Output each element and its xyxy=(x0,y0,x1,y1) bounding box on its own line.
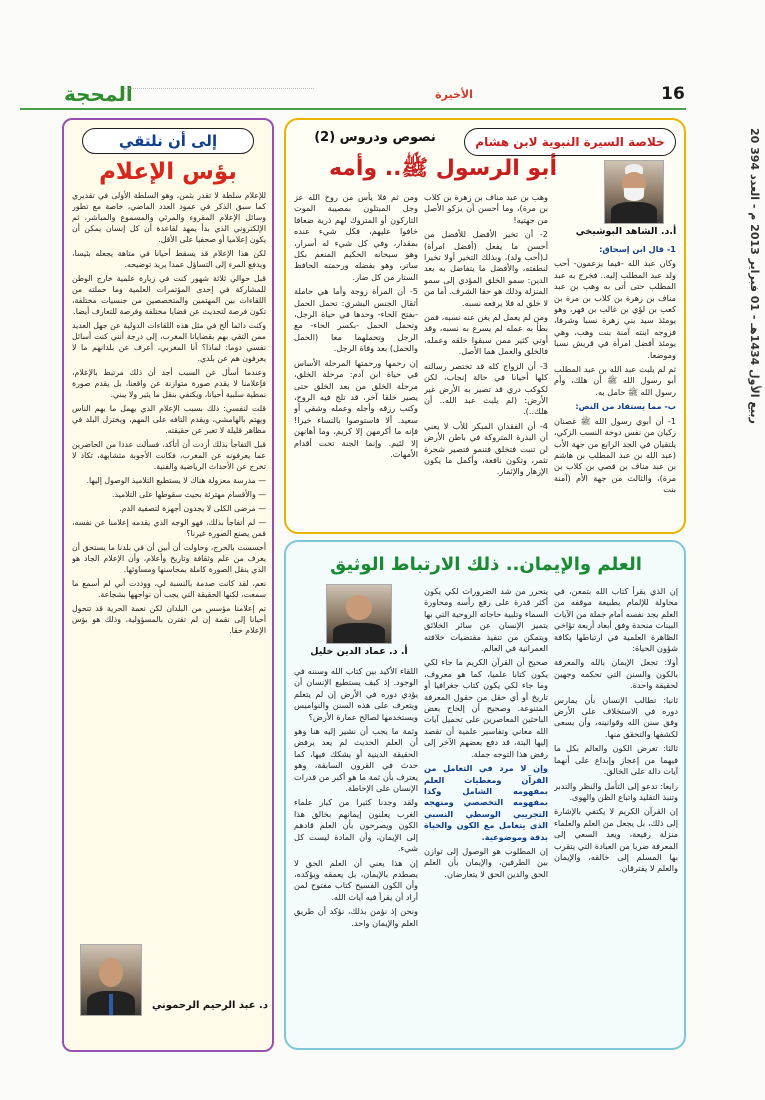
article-paragraph: ب- مما يستفاد من النص: xyxy=(575,401,676,412)
article-paragraph: أولا: تجعل الإيمان بالله والمعرفة بالكون والسنن التي تحكمه وجهين لحقيقة واحدة. xyxy=(554,657,678,691)
page-header xyxy=(20,84,686,110)
column-paragraph: — مرضى الكلى لا يجدون أجهزة لتصفية الدم. xyxy=(119,504,266,513)
article-paragraph: إن المطلوب هو الوصول إلى توازن بين الطرفين، والإيمان بأن العلم الحق والدين الحق لا يتعارضان. xyxy=(424,845,548,879)
science-col-right xyxy=(554,586,678,1042)
article-paragraph: صحيح أن القرآن الكريم ما جاء لكي يكون كتابا علميا، كما هو معروف، وما جاء لكي يكون كتاب جغرافيا أو تاريخ أو أي حقل من حقول المعرفة المتنوعة. وصحيح أن إلحاح بعض الباحثين المعاصرين على تحميل آيات الله معاني وتفاسير علمية أن تقصد إليها البتة، قد دفع بعضهم الآخر إلى رفض هذا التوجه جملة. xyxy=(424,657,548,759)
column-paragraph: تم إعلامنا مؤسس من البلدان لكن نعمة الحرية قد تتحول أحيانا إلى نقمة إن لم تقترن بالمسؤولية، وذلك هو بؤس الإعلام حقا. xyxy=(72,604,266,635)
article-paragraph: اللقاء الأكيد بين كتاب الله وسننه في الوجود. إذ كيف يستطيع الإنسان أن يؤدي دوره في الأرض إن لم يتعلم ويتعرف على هذه السنن والنواميس ويستخدمها لصالح عمارة الأرض؟ xyxy=(294,666,418,722)
article-paragraph: 1- قال ابن إسحاق: xyxy=(599,244,676,254)
column-paragraph: قلت لنفسي: ذلك بسبب الإعلام الذي يهمل ما يهم الناس ويهتم بالهامشي، ويقدم التافه على المهم، ويختزل البلد في مظاهر قليلة لا تعبر عن حقيقته. xyxy=(72,404,266,435)
article-headline: أبو الرسول ﷺ.. وأمه xyxy=(328,156,558,181)
column-headline: بؤس الإعلام xyxy=(99,159,237,185)
article-paragraph: ولقد وجدنا كثيرا من كبار علماء الغرب يعلنون إيمانهم بخالق هذا الكون ويصرحون بأن العلم قادهم إلى الإيمان، وأن المادة ليست كل شيء. xyxy=(294,797,418,854)
author-photo-rahmouni xyxy=(80,944,142,1016)
author-photo-bouchikhi xyxy=(604,160,664,224)
article-col-left xyxy=(294,192,418,528)
column-paragraph: — لم أتفاجأ بذلك، فهو الوجه الذي يقدمه إعلامنا عن نفسه، فمن يصنع الصورة غيرنا؟ xyxy=(72,518,266,538)
article-paragraph: إن القرآن الكريم لا يكتفي بالإشارة إلى ذلك، بل يجعل من العلم والعلماء منزلة رفيعة، ويعد السعي إلى المعرفة ضربا من العبادة التي يتقرب بها المسلم إلى خالقه، والإيمان والعلم لا يفترقان. xyxy=(554,806,678,874)
column-paragraph: قبل حوالي ثلاثة شهور كنت في زيارة علمية خارج الوطن للمشاركة في إحدى المؤتمرات العلمية وما حملته من اللقاءات بين المهتمين والمتخصصين من جنسيات مختلفة، تكون فرصة لتحديث عن قضايا مختلفة وفرصة للتعارف أيضا. xyxy=(72,274,266,316)
article-paragraph: ونحن إذ نؤمن بذلك، نؤكد أن طريق العلم والإيمان واحد. xyxy=(294,906,418,928)
article-paragraph: ومن ثم فلا يأس من روح الله عز وجل المبتلون بمصيبة الموت التاركون أو المتروك لهم ذرية ضعافا خافوا عليهم، فكل شيء عنده بمقدار، وفي كل شيء له أسرار، وهو سبحانه الحكيم المنعم بكل ساتر، وهو بفضله ورحمته الحافظ الستار من كل ضار. xyxy=(294,192,418,282)
article-paragraph: رابعا: تدعو إلى التأمل والنظر والتدبر وتنبذ التقليد واتباع الظن والهوى. xyxy=(554,780,678,802)
article-paragraph: ومن لم يعمل لم يغن عنه نسبه، فمن بطأ به عمله لم يسرع به نسبه، وقد أوتي كثير ممن سبقوا خلقه وعمله، فالخلق والعمل هما الأصل. xyxy=(424,312,548,357)
article-paragraph: 5- أن المرأة زوجة وأما هي حاملة أثقال الجنس البشري: تحمل الحمل -بفتح الحاء- وحدها في حياة الرجل، وتحمل الحمل -بكسر الحاء- مع الرجل وتحملهما معا (الحمل والحمل) بعد وفاة الرجل. xyxy=(294,286,418,354)
article-headline-science: العلم والإيمان.. ذلك الارتباط الوثيق xyxy=(330,554,642,575)
article-box-title: خلاصة السيرة النبوية لابن هشام xyxy=(464,128,676,156)
magazine-logo: المحجة xyxy=(64,82,133,106)
article-paragraph: 2- أن تخير الأفضل للأفضل من أحسن ما يفعل (أفضل امرأة) لـ(أحب ولد)، وبذلك التخير أولا تخيرا لنطفته، والأفضل ما يتفاضل به بعد الدين: سمو الخلق المؤدي إلى سمو المنزلة وذلك هو حقا الشرف. أما من لا خلق له فلا يرفعه نسبه. xyxy=(424,229,548,308)
article-paragraph: ثانيا: تطالب الإنسان بأن يمارس دوره في الاستخلاف على الأرض وفق سنن الله وقوانينه، وأن يسعى لكشفها والتحقق منها. xyxy=(554,694,678,739)
article-paragraph: إن رحمها ورحمتها المرحلة الأساس في حياة ابن آدم: مرحلة الخلق، مرحلة الخلق من بعد الخلق حتى يصير خلقا آخر، قد تلج فيه الروح، وكتب رزقه وأجله وعمله وشقي أو سعيد. ألا فاستوصوا بالنساء خيرا! فإنه ما أكرمهن إلا كريم، وما أهانهن إلا لئيم. وإنما الجنة تحت أقدام الأمهات. xyxy=(294,357,418,459)
column-paragraph: أحسست بالحرج، وحاولت أن أبين أن في بلدنا ما يستحق أن يعرف من علم وثقافة وتاريخ وأعلام، وأن الإعلام الجاد هو الذي ينقل الصورة كاملة بمحاسنها ومساوئها. xyxy=(72,543,266,574)
column-body xyxy=(72,190,266,930)
article-paragraph: وإن لا مرد في التعامل من القرآن ومعطيات العلم بمفهومه الشامل وكذا بمفهومه التخصصي ومنهجه التجريبي الوسطي النسبي الذي يتعامل مع الكون والحياة بدقة وموضوعية. xyxy=(424,763,548,842)
column-paragraph: لكن هذا الإعلام قد يسقط أحيانا في متاهة يجعله بئيسا، ويدفع المرء إلى التساؤل عمدا يريد توضيحه. xyxy=(72,249,266,269)
article-paragraph: 3- أن الزواج كله قد تختصر رسالته كلها أحيانا في حالة إنجاب، لكن لكوكب دري قد تصير به الأرض غير الأرض: (لم يلبث عبد الله.. أن هلك..). xyxy=(424,360,548,417)
column-paragraph: وعندما أسأل عن السبب أجد أن ذلك مرتبط بالإعلام، فإعلامنا لا يقدم صورة متوازنة عن واقعنا، بل يقدم صورة نمطية سلبية أحيانا، ويكتفي بنقل ما يثير ولا يبني. xyxy=(72,368,266,399)
article-paragraph: ثالثا: تعرض الكون والعالم بكل ما فيهما من إعجاز وإبداع على أنهما آيات دالة على الخالق. xyxy=(554,743,678,777)
science-col-left xyxy=(294,666,418,1042)
article-author-khalil: أ. د. عماد الدين خليل xyxy=(310,646,408,657)
article-paragraph: 1- أن أبوي رسول الله ﷺ غصنان زكيان من نفس دوحة النسب الزكي، يلتقيان في الجد الرابع من جهة الأب (عبد الله بن عبد المطلب بن هاشم بن عبد مناف بن قصي بن كلاب بن مرة)، والثالث من جهة الأم (آمنة بنت xyxy=(554,415,676,495)
column-paragraph: وكنت دائما ألح في مثل هذه اللقاءات الدولية عن جهل العديد ممن التقي بهم بقضايانا المغرب، إلى درجة أنني كنت أسائل نفسي دوما: لماذا؟ أنا المغربي، أعرف عن بلدانهم ما لا يعرفون هم عن بلدي. xyxy=(72,321,266,363)
article-author: أ.د. الشاهد البوشيخي xyxy=(575,226,677,237)
article-frame-bottom xyxy=(284,540,686,1050)
article-paragraph: إن الذي يقرأ كتاب الله بتمعن، في محاولة للإلمام بطبيعة موقفه من العلم يجد نفسه أمام جملة من الآيات البينات منحدة وفق أبعاد أربعة تؤاخي الظاهرة العلمية في ارتباطها بكافة شؤون الحياة: xyxy=(554,586,678,654)
science-col-middle xyxy=(424,586,548,1042)
article-paragraph: وهب بن عبد مناف بن زهرة بن كلاب بن مرة)، وما أحسن أن يزكو الأصل من جهتيه! xyxy=(424,192,548,225)
column-paragraph: للإعلام سلطة لا تقدر بثمن، وهو السلطة الأولى في تقديري كما سبق الذكر في عمود العدد الماضي، خاصة مع تطور وسائل الإعلام المقروء والمرئي والمسموع والمباشر، ثم الإلكتروني الذي بدأ يمهد لقاعدة أن كل إنسان يمكن أن يكون إعلاميا أو صحفيا على الأقل. xyxy=(72,191,266,244)
article-paragraph: وثمة ما يجب أن نشير إليه هنا وهو أن العلم الحديث لم يعد يرفض الحقيقة الدينية أو يشكك فيها، كما حدث في القرون السابقة، وهو يعترف بأن ثمة ما هو أكبر من قدرات الإنسان على الإحاطة. xyxy=(294,726,418,794)
article-paragraph: إن هذا يعني أن العلم الحق لا يصطدم بالإيمان، بل يعمقه ويؤكده، وأن الكون الفسيح كتاب مفتوح لمن أراد أن يقرأ فيه آيات الله. xyxy=(294,857,418,902)
article-paragraph: يتحرر من شد الضرورات لكي يكون أكثر قدرة على رفع رأسه ومحاورة السماء وتلبية حاجاته الروحية التي بها يتميز الإنسان عن سائر الخلائق ويتمكن من تنفيذ مقتضيات خلافته العمرانية في العالم. xyxy=(424,586,548,654)
article-col-right xyxy=(554,244,676,528)
column-author: د. عبد الرحيم الرحموني xyxy=(151,1000,268,1011)
column-paragraph: نعم، لقد كانت صدمة بالنسبة لي، ووددت أني لم أسمع ما سمعت، لكنها الحقيقة التي يجب أن نواجهها بشجاعة. xyxy=(72,579,266,599)
article-series: نصوص ودروس (2) xyxy=(314,130,436,145)
column-paragraph: — مدرسة معزولة هناك لا يستطيع التلاميذ الوصول إليها. xyxy=(86,476,266,485)
section-label: الأخيرة xyxy=(435,88,473,101)
column-paragraph: قبل التفاجأ بذلك أردت أن أتأكد، فسألت عددا من الحاضرين عما يعرفونه عن المغرب، فكانت الأجوبة متشابهة، تكاد لا تخرج عن الأحداث الرياضية والفنية. xyxy=(72,440,266,471)
author-photo-khalil xyxy=(326,584,392,644)
article-frame-top xyxy=(284,118,686,534)
article-paragraph: ثم لم يلبث عبد الله بن عبد المطلب أبو رسول الله ﷺ أن هلك، وأم رسول الله ﷺ حامل به. xyxy=(554,364,676,397)
issue-line: 20 ربيع الأول 1434هـ - 01 فبراير 2013 م - العدد 394 xyxy=(748,128,761,424)
article-paragraph: 4- أن الفقدان المبكر للأب لا يعني أن البذرة المتروكة في باطن الأرض لن تنبت فتخلق فتنمو فتصير شجرة تثمر، وتكون نافعة، وأكمل ما يكون الإزهار والإثمار. xyxy=(424,420,548,477)
article-col-middle xyxy=(424,192,548,528)
column-paragraph: — والأقسام مهترئة بحيث سقوطها على التلاميذ. xyxy=(112,490,266,499)
column-frame-left xyxy=(62,118,274,1052)
article-paragraph: وكان عبد الله -فيما يزعمون- أحب ولد عبد المطلب إليه.. فخرج به عبد المطلب حتى أتى به وهب بن عبد مناف بن زهرة بن كلاب بن مرة بن كعب بن لؤي بن غالب بن فهر، وهو يومئذ سيد بني زهرة نسبا وشرفا، فزوجه ابنته آمنة بنت وهب، وهي يومئذ أفضل امرأة في قريش نسبا وموضعا. xyxy=(554,258,676,360)
page-number: 16 xyxy=(661,84,685,104)
header-ornament xyxy=(124,88,314,89)
column-title-box: إلى أن نلتقي xyxy=(82,128,254,154)
